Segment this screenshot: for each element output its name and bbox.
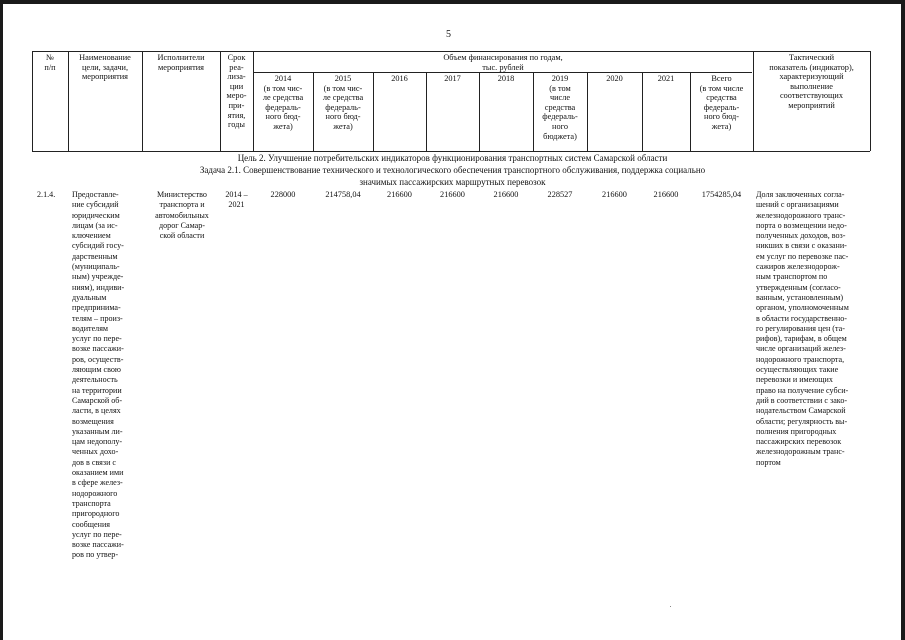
value-2016: 216600: [387, 190, 412, 199]
header-executors: Исполнители мероприятия: [157, 53, 205, 72]
page-right-border: [901, 0, 905, 640]
page-top-border: [0, 0, 905, 4]
row-term: 2014 – 2021: [225, 190, 248, 210]
value-2015: 214758,04: [325, 190, 361, 199]
header-year-2020: 2020: [606, 74, 623, 83]
row-measure-name: Предоставле- ние субсидий юридическим лицам (за ис- ключением субсидий госу- дарственным (муниципаль- ным) учрежде- ниям), индиви- дуальным предпринима- телям – произ- водителям услуг по пере- возке пассажи- ров, осуществ- ляющим свою деятельность на территории Самарской об- ласти, в целях возмещения указанным ли- цам недополу- ченных дохо- дов в связи с оказанием ими в сфере желез- нодорожного транспорта пригородного сообщения услуг по пере- возке пассажи- ров по утвер-: [72, 190, 125, 560]
scan-speck: [670, 606, 671, 607]
header-financing: Объем финансирования по годам, тыс. рублей: [443, 53, 563, 72]
header-name: Наименование цели, задачи, мероприятия: [79, 53, 131, 82]
task-title-line2: значимых пассажирских маршрутных перевозок: [359, 177, 546, 187]
header-year-2019: 2019 (в том числе средства федераль- ного бюджета): [542, 74, 578, 141]
value-2014: 228000: [270, 190, 296, 199]
value-2020: 216600: [602, 190, 627, 199]
value-2017: 216600: [440, 190, 465, 199]
row-number: 2.1.4.: [37, 190, 56, 199]
row-executor: Министерство транспорта и автомобильных дорог Самар- ской области: [155, 190, 209, 241]
header-year-2021: 2021: [657, 74, 675, 83]
row-indicator: Доля заключенных согла- шений с организациями железнодорожного транс- порта о возмещении недо- полученных доходов, воз- никших в связи с оказани- ем услуг по перевозке пас- сажиров железнодорож- ным транспортом по утвержденным (согласо- ванным, установленным) органом, уполномоченным в области государственно- го регулирования цен (та- рифов), тарифам, в общем числе организаций желез- нодорожного транспорта, осуществляющих такие перевозки и имеющих право на получение субси- дий в соответствии с зако- нодательством Самарской области; регулярность вы- полнения пригородных пассажирских перевозок железнодорожным транс- портом: [756, 190, 849, 467]
value-2021: 216600: [653, 190, 679, 199]
header-total: Всего (в том числе средства федераль- ного бюд- жета): [699, 74, 744, 131]
value-2019: 228527: [547, 190, 573, 199]
task-title-line1: Задача 2.1. Совершенствование технического и технологического обеспечения транспортного обслуживания, поддержка социально: [199, 165, 706, 175]
goal-title: Цель 2. Улучшение потребительских индикаторов функционирования транспортных систем Самарской области: [237, 153, 668, 163]
header-year-2017: 2017: [444, 74, 461, 83]
header-year-2016: 2016: [391, 74, 408, 83]
page-left-border: [0, 0, 3, 640]
header-indicator: Тактический показатель (индикатор), характеризующий выполнение соответствующих мероприятий: [769, 53, 854, 110]
header-number: № п/п: [44, 53, 56, 72]
value-total: 1754285,04: [701, 190, 742, 199]
header-year-2018: 2018: [497, 74, 515, 83]
value-2018: 216600: [493, 190, 519, 199]
header-term: Срок реа- лиза- ции меро- при- ятия, годы: [226, 53, 247, 130]
header-year-2015: 2015 (в том чис- ле средства федераль- ного бюд- жета): [322, 74, 364, 131]
header-year-2014: 2014 (в том чис- ле средства федераль- ного бюд- жета): [262, 74, 304, 131]
page-number: 5: [446, 29, 451, 40]
